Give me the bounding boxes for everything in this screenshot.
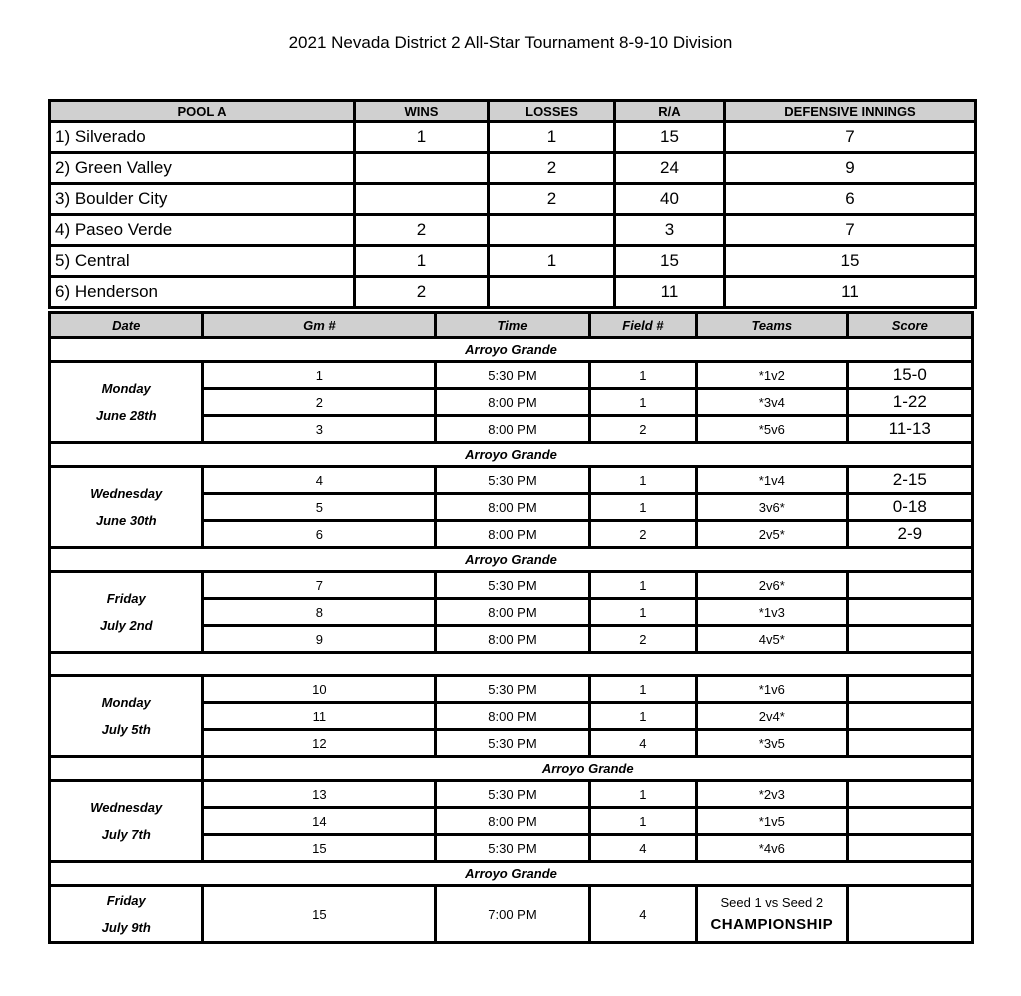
schedule-header-gm: Gm # xyxy=(203,313,436,338)
defensive-innings-cell: 9 xyxy=(725,153,976,184)
defensive-innings-cell: 15 xyxy=(725,246,976,277)
date-label: July 9th xyxy=(101,920,151,935)
weekday-label: Monday xyxy=(101,695,151,710)
game-score xyxy=(847,626,972,653)
pool-row xyxy=(50,277,976,308)
venue-label: Arroyo Grande xyxy=(50,548,973,572)
matchup: *3v4 xyxy=(697,389,847,416)
defensive-innings-cell: 11 xyxy=(725,277,976,308)
matchup: *5v6 xyxy=(697,416,847,443)
game-score xyxy=(847,599,972,626)
game-score: 1-22 xyxy=(847,389,972,416)
date-label: July 2nd xyxy=(99,618,153,633)
game-score xyxy=(847,572,972,599)
game-score: 2-15 xyxy=(847,467,972,494)
pool-header-ra: R/A xyxy=(615,101,725,122)
pool-header-innings: DEFENSIVE INNINGS xyxy=(725,101,976,122)
game-number: 15 xyxy=(203,835,436,862)
game-score xyxy=(847,730,972,757)
game-number: 8 xyxy=(203,599,436,626)
game-time: 5:30 PM xyxy=(436,362,589,389)
game-row xyxy=(50,572,973,599)
runs-allowed-cell: 15 xyxy=(615,246,725,277)
wins-cell xyxy=(355,184,489,215)
game-row xyxy=(50,467,973,494)
game-time: 8:00 PM xyxy=(436,416,589,443)
schedule-table xyxy=(48,311,974,944)
pool-header-pool: POOL A xyxy=(50,101,355,122)
losses-cell: 1 xyxy=(489,246,615,277)
weekday-label: Friday xyxy=(106,591,146,606)
matchup-seeds: Seed 1 vs Seed 2 xyxy=(720,895,824,910)
game-score xyxy=(847,835,972,862)
game-number: 15 xyxy=(203,886,436,943)
team-name: 2) Green Valley xyxy=(50,153,355,184)
game-score xyxy=(847,808,972,835)
runs-allowed-cell: 24 xyxy=(615,153,725,184)
pool-header-row xyxy=(50,101,976,122)
runs-allowed-cell: 11 xyxy=(615,277,725,308)
schedule-header-teams: Teams xyxy=(697,313,847,338)
venue-row xyxy=(50,548,973,572)
game-number: 11 xyxy=(203,703,436,730)
game-score: 2-9 xyxy=(847,521,972,548)
schedule-header-date: Date xyxy=(50,313,203,338)
matchup: *1v6 xyxy=(697,676,847,703)
field-number: 1 xyxy=(589,676,696,703)
game-number: 9 xyxy=(203,626,436,653)
venue-label: Arroyo Grande xyxy=(50,338,973,362)
matchup: *1v3 xyxy=(697,599,847,626)
wins-cell: 2 xyxy=(355,215,489,246)
field-number: 1 xyxy=(589,572,696,599)
field-number: 1 xyxy=(589,362,696,389)
field-number: 1 xyxy=(589,781,696,808)
field-number: 1 xyxy=(589,599,696,626)
venue-label: Arroyo Grande xyxy=(50,862,973,886)
pool-header-wins: WINS xyxy=(355,101,489,122)
wins-cell: 1 xyxy=(355,246,489,277)
field-number: 1 xyxy=(589,703,696,730)
game-score: 0-18 xyxy=(847,494,972,521)
weekday-label: Wednesday xyxy=(90,486,163,501)
game-time: 8:00 PM xyxy=(436,599,589,626)
game-time: 5:30 PM xyxy=(436,467,589,494)
field-number: 1 xyxy=(589,467,696,494)
field-number: 4 xyxy=(589,730,696,757)
game-number: 13 xyxy=(203,781,436,808)
field-number: 4 xyxy=(589,886,696,943)
field-number: 1 xyxy=(589,494,696,521)
venue-row xyxy=(50,862,973,886)
game-number: 2 xyxy=(203,389,436,416)
game-row xyxy=(50,676,973,703)
game-number: 3 xyxy=(203,416,436,443)
game-time: 8:00 PM xyxy=(436,626,589,653)
matchup: *1v4 xyxy=(697,467,847,494)
game-time: 8:00 PM xyxy=(436,494,589,521)
game-time: 5:30 PM xyxy=(436,676,589,703)
page-title: 2021 Nevada District 2 All-Star Tournament 8-9-10 Division xyxy=(288,33,733,52)
pool-row xyxy=(50,246,976,277)
venue-row xyxy=(50,338,973,362)
runs-allowed-cell: 15 xyxy=(615,122,725,153)
game-number: 1 xyxy=(203,362,436,389)
matchup: *1v5 xyxy=(697,808,847,835)
losses-cell: 2 xyxy=(489,153,615,184)
venue-row xyxy=(50,443,973,467)
game-time: 8:00 PM xyxy=(436,521,589,548)
team-name: 4) Paseo Verde xyxy=(50,215,355,246)
game-time: 8:00 PM xyxy=(436,389,589,416)
matchup: 4v5* xyxy=(697,626,847,653)
game-time: 5:30 PM xyxy=(436,835,589,862)
game-date xyxy=(50,467,203,548)
game-date xyxy=(50,362,203,443)
matchup: *4v6 xyxy=(697,835,847,862)
defensive-innings-cell: 7 xyxy=(725,215,976,246)
game-number: 14 xyxy=(203,808,436,835)
weekday-label: Friday xyxy=(106,893,146,908)
matchup: 2v6* xyxy=(697,572,847,599)
game-number: 4 xyxy=(203,467,436,494)
game-number: 12 xyxy=(203,730,436,757)
game-score xyxy=(847,886,972,943)
venue-label: Arroyo Grande xyxy=(203,757,973,781)
team-name: 1) Silverado xyxy=(50,122,355,153)
pool-header-losses: LOSSES xyxy=(489,101,615,122)
game-number: 6 xyxy=(203,521,436,548)
game-time: 5:30 PM xyxy=(436,572,589,599)
pool-row xyxy=(50,153,976,184)
game-date xyxy=(50,572,203,653)
pool-standings-table xyxy=(48,99,977,309)
weekday-label: Wednesday xyxy=(90,800,163,815)
wins-cell: 2 xyxy=(355,277,489,308)
field-number: 2 xyxy=(589,521,696,548)
venue-row xyxy=(50,757,973,781)
field-number: 2 xyxy=(589,626,696,653)
game-date xyxy=(50,676,203,757)
championship-label: CHAMPIONSHIP xyxy=(710,916,834,933)
game-row xyxy=(50,886,973,943)
field-number: 1 xyxy=(589,808,696,835)
game-score xyxy=(847,781,972,808)
defensive-innings-cell: 7 xyxy=(725,122,976,153)
pool-row xyxy=(50,122,976,153)
spacer-row xyxy=(50,653,973,676)
game-score: 11-13 xyxy=(847,416,972,443)
game-number: 7 xyxy=(203,572,436,599)
game-time: 7:00 PM xyxy=(436,886,589,943)
team-name: 3) Boulder City xyxy=(50,184,355,215)
matchup: *1v2 xyxy=(697,362,847,389)
game-score xyxy=(847,703,972,730)
game-row xyxy=(50,362,973,389)
pool-row xyxy=(50,184,976,215)
venue-label: Arroyo Grande xyxy=(50,443,973,467)
weekday-label: Monday xyxy=(101,381,151,396)
field-number: 4 xyxy=(589,835,696,862)
game-score: 15-0 xyxy=(847,362,972,389)
matchup: 3v6* xyxy=(697,494,847,521)
matchup xyxy=(697,886,847,943)
game-time: 5:30 PM xyxy=(436,781,589,808)
runs-allowed-cell: 40 xyxy=(615,184,725,215)
game-date xyxy=(50,886,203,943)
date-label: June 28th xyxy=(95,408,157,423)
field-number: 2 xyxy=(589,416,696,443)
pool-row xyxy=(50,215,976,246)
matchup: 2v5* xyxy=(697,521,847,548)
spacer-cell xyxy=(50,653,973,676)
game-number: 5 xyxy=(203,494,436,521)
losses-cell xyxy=(489,277,615,308)
schedule-header-field: Field # xyxy=(589,313,696,338)
losses-cell xyxy=(489,215,615,246)
wins-cell xyxy=(355,153,489,184)
game-time: 8:00 PM xyxy=(436,808,589,835)
game-score xyxy=(847,676,972,703)
date-label: July 7th xyxy=(101,827,151,842)
matchup: 2v4* xyxy=(697,703,847,730)
game-number: 10 xyxy=(203,676,436,703)
date-label: June 30th xyxy=(95,513,157,528)
team-name: 5) Central xyxy=(50,246,355,277)
game-date xyxy=(50,781,203,862)
field-number: 1 xyxy=(589,389,696,416)
schedule-header-row xyxy=(50,313,973,338)
losses-cell: 2 xyxy=(489,184,615,215)
wins-cell: 1 xyxy=(355,122,489,153)
defensive-innings-cell: 6 xyxy=(725,184,976,215)
game-time: 8:00 PM xyxy=(436,703,589,730)
schedule-header-time: Time xyxy=(436,313,589,338)
game-row xyxy=(50,781,973,808)
date-label: July 5th xyxy=(101,722,151,737)
matchup: *3v5 xyxy=(697,730,847,757)
matchup: *2v3 xyxy=(697,781,847,808)
runs-allowed-cell: 3 xyxy=(615,215,725,246)
venue-spacer xyxy=(50,757,203,781)
team-name: 6) Henderson xyxy=(50,277,355,308)
schedule-header-score: Score xyxy=(847,313,972,338)
losses-cell: 1 xyxy=(489,122,615,153)
game-time: 5:30 PM xyxy=(436,730,589,757)
